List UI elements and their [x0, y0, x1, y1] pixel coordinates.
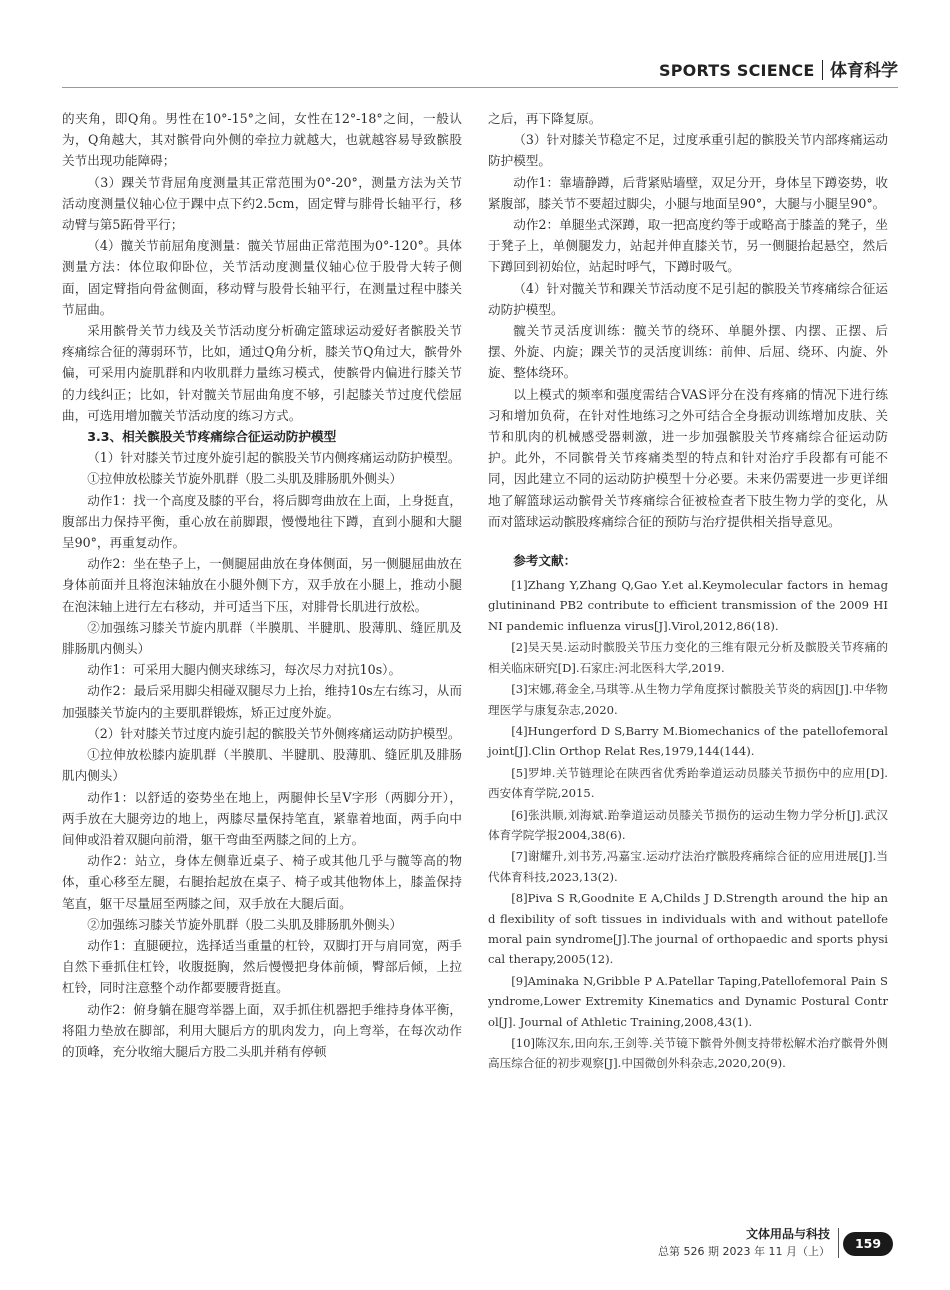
paragraph: （3）踝关节背屈角度测量其正常范围为0°-20°，测量方法为关节活动度测量仪轴心位于踝中点下约2.5cm，固定臂与腓骨长轴平行，移动臂与第5跖骨平行； [62, 174, 462, 233]
paragraph: 动作2：站立，身体左侧靠近桌子、椅子或其他几乎与髋等高的物体，重心移至左腿，右腿抬起放在桌子、椅子或其他物体上，膝盖保持笔直，躯干尽量屈至两膝之间，双手放在大腿后面。 [62, 853, 462, 911]
paragraph: 的夹角，即Q角。男性在10°-15°之间，女性在12°-18°之间，一般认为，Q角越大，其对髌骨向外侧的牵拉力就越大，也就越容易导致髌股关节出现功能障碍； [62, 111, 462, 169]
paragraph: 动作1：靠墙静蹲，后背紧贴墙壁，双足分开，身体呈下蹲姿势，收紧腹部，膝关节不要超过脚尖，小腿与地面呈90°，大腿与小腿呈90°。 [488, 174, 888, 211]
reference-item: [9]Aminaka N,Gribble P A.Patellar Taping,Patellofemoral Pain Syndrome,Lower Extremity Kinematics and Dynamic Postural Control[J]. Journal of Athletic Training,2008,43(1). [488, 973, 888, 1029]
right-column-body [488, 108, 888, 532]
journal-name-cn: 体育科学 [830, 61, 898, 81]
header-rule [62, 87, 898, 88]
reference-item: [1]Zhang Y,Zhang Q,Gao Y.et al.Keymolecular factors in hemag glutininand PB2 contribute to efficient transmission of the 2009 HINI pandemic influenza virus[J].Virol,2012,86(18). [488, 578, 888, 633]
reference-item: [2]吴天昊.运动时髌股关节压力变化的三维有限元分析及髌股关节疼痛的相关临床研究[D].石家庄:河北医科大学,2019. [488, 640, 888, 675]
footer-info [658, 1226, 830, 1260]
paragraph: ②加强练习膝关节旋内肌群（半膜肌、半腱肌、股薄肌、缝匠肌及腓肠肌内侧头） [62, 619, 462, 657]
reference-item: [7]谢耀升,刘书芳,冯嘉宝.运动疗法治疗髌股疼痛综合征的应用进展[J].当代体育科技,2023,13(2). [488, 849, 888, 884]
reference-item: [3]宋娜,蒋金全,马琪等.从生物力学角度探讨髌股关节炎的病因[J].中华物理医学与康复杂志,2020. [488, 682, 888, 717]
paragraph: 以上模式的频率和强度需结合VAS评分在没有疼痛的情况下进行练习和增加负荷，在针对性地练习之外可结合全身振动训练增加皮肤、关节和肌肉的机械感受器刺激，进一步加强髌股关节疼痛综合征运动防护。此外，不同髌骨关节疼痛类型的特点和针对治疗手段都有可能不同，因此建立不同的运动防护模型十分必要。未来仍需要进一步更详细地了解篮球运动髌骨关节疼痛综合征被检查者下肢生物力学的变化，从而对篮球运动髌股疼痛综合征的预防与治疗提供相关指导意见。 [488, 386, 888, 529]
section-heading: 3.3、相关髌股关节疼痛综合征运动防护模型 [87, 429, 337, 445]
paragraph: （3）针对膝关节稳定不足，过度承重引起的髌股关节内部疼痛运动防护模型。 [488, 132, 888, 169]
paragraph: （2）针对膝关节过度内旋引起的髌股关节外侧疼痛运动防护模型。 [87, 725, 461, 741]
paragraph: 动作2：单腿坐式深蹲，取一把高度约等于或略高于膝盖的凳子，坐于凳子上，单侧腿发力，站起并伸直膝关节，另一侧腿抬起悬空，然后下蹲回到初始位，站起时呼气，下蹲时吸气。 [488, 217, 888, 275]
paragraph: （4）针对髋关节和踝关节活动度不足引起的髌股关节疼痛综合征运动防护模型。 [488, 280, 888, 317]
paragraph: ①拉伸放松膝关节旋外肌群（股二头肌及腓肠肌外侧头） [87, 471, 403, 487]
footer-divider [838, 1228, 839, 1258]
page-number: 159 [843, 1232, 893, 1256]
paragraph: （4）髋关节前屈角度测量：髋关节屈曲正常范围为0°-120°。具体测量方法：体位取仰卧位，关节活动度测量仪轴心位于股骨大转子侧面，固定臂指向骨盆侧面，移动臂与股骨长轴平行，在测量过程中膝关节屈曲。 [62, 238, 462, 317]
paragraph: 动作1：以舒适的姿势坐在地上，两腿伸长呈V字形（两脚分开），两手放在大腿旁边的地上，两膝尽量保持笔直，紧靠着地面，两手向中间伸或沿着双腿向前滑，躯干弯曲至两膝之间的上方。 [62, 789, 462, 847]
reference-item: [5]罗坤.关节链理论在陕西省优秀跆拳道运动员膝关节损伤中的应用[D].西安体育学院,2015. [488, 765, 888, 801]
paragraph: 髋关节灵活度训练：髋关节的绕环、单腿外摆、内摆、正摆、后摆、外旋、内旋；踝关节的灵活度训练：前伸、后屈、绕环、内旋、外旋、整体绕环。 [488, 323, 888, 381]
journal-name-en: SPORTS SCIENCE [659, 61, 815, 80]
reference-item: [4]Hungerford D S,Barry M.Biomechanics of the patellofemoral joint[J].Clin Orthop Relat Res,1979,144(144). [488, 723, 888, 759]
right-column [488, 108, 888, 1075]
references-title: 参考文献： [513, 553, 577, 569]
paragraph: 动作2：坐在垫子上，一侧腿屈曲放在身体侧面，另一侧腿屈曲放在身体前面并且将泡沫轴放在小腿外侧下方，双手放在小腿上，推动小腿在泡沫轴上进行左右移动，并可适当下压，对腓骨长肌进行放松。 [62, 556, 462, 614]
paragraph: 之后，再下降复原。 [488, 111, 602, 126]
left-column [62, 108, 462, 1062]
paragraph: 动作1：可采用大腿内侧夹球练习，每次尽力对抗10s）。 [87, 662, 402, 678]
paragraph: ②加强练习膝关节旋外肌群（股二头肌及腓肠肌外侧头） [87, 916, 403, 932]
references-list [488, 575, 888, 1074]
paragraph: 采用髌骨关节力线及关节活动度分析确定篮球运动爱好者髌股关节疼痛综合征的薄弱环节，比如，通过Q角分析，膝关节Q角过大，髌骨外偏，可采用内旋肌群和内收肌群力量练习模式，使髌骨内偏进行膝关节的力线纠正；比如，针对髋关节屈曲角度不够，引起膝关节过度代偿屈曲，可选用增加髋关节活动度的练习方式。 [62, 323, 462, 423]
header-divider [822, 60, 824, 80]
reference-item: [6]张洪顺,刘海斌.跆拳道运动员膝关节损伤的运动生物力学分析[J].武汉体育学院学报2004,38(6). [488, 807, 888, 842]
reference-item: [10]陈汉东,田向东,王剑等.关节镜下髌骨外侧支持带松解术治疗髌骨外侧高压综合征的初步观察[J].中国微创外科杂志,2020,20(9). [488, 1036, 888, 1071]
paragraph: 动作1：直腿硬拉，选择适当重量的杠铃，双脚打开与肩同宽，两手自然下垂抓住杠铃，收腹挺胸，然后慢慢把身体前倾，臀部后倾，上拉杠铃，同时注意整个动作都要腰背挺直。 [62, 937, 462, 996]
reference-item: [8]Piva S R,Goodnite E A,Childs J D.Strength around the hip and flexibility of soft tissues in individuals with and without patellofemoral pain syndrome[J].The journal of orthopaedic and sports physical therapy,2005(12). [488, 891, 888, 967]
paragraph: ①拉伸放松膝内旋肌群（半膜肌、半腱肌、股薄肌、缝匠肌及腓肠肌内侧头） [62, 747, 462, 784]
paragraph: （1）针对膝关节过度外旋引起的髌股关节内侧疼痛运动防护模型。 [87, 450, 461, 466]
running-header [0, 56, 898, 81]
paragraph: 动作2：俯身躺在腿弯举器上面，双手抓住机器把手维持身体平衡，将阻力垫放在脚部，利用大腿后方的肌肉发力，向上弯举，在每次动作的顶峰，充分收缩大腿后方股二头肌并稍有停顿 [62, 1001, 462, 1059]
footer-journal: 文体用品与科技 [745, 1227, 830, 1241]
footer-issue: 总第 526 期 2023 年 11 月（上） [658, 1245, 830, 1258]
paragraph: 动作1：找一个高度及膝的平台，将后脚弯曲放在上面，上身挺直，腹部出力保持平衡，重心放在前脚跟，慢慢地往下蹲，直到小腿和大腿呈90°，再重复动作。 [62, 492, 462, 551]
paragraph: 动作2：最后采用脚尖相碰双腿尽力上抬，维持10s左右练习，从而加强膝关节旋内的主要肌群锻炼，矫正过度外旋。 [62, 683, 462, 720]
